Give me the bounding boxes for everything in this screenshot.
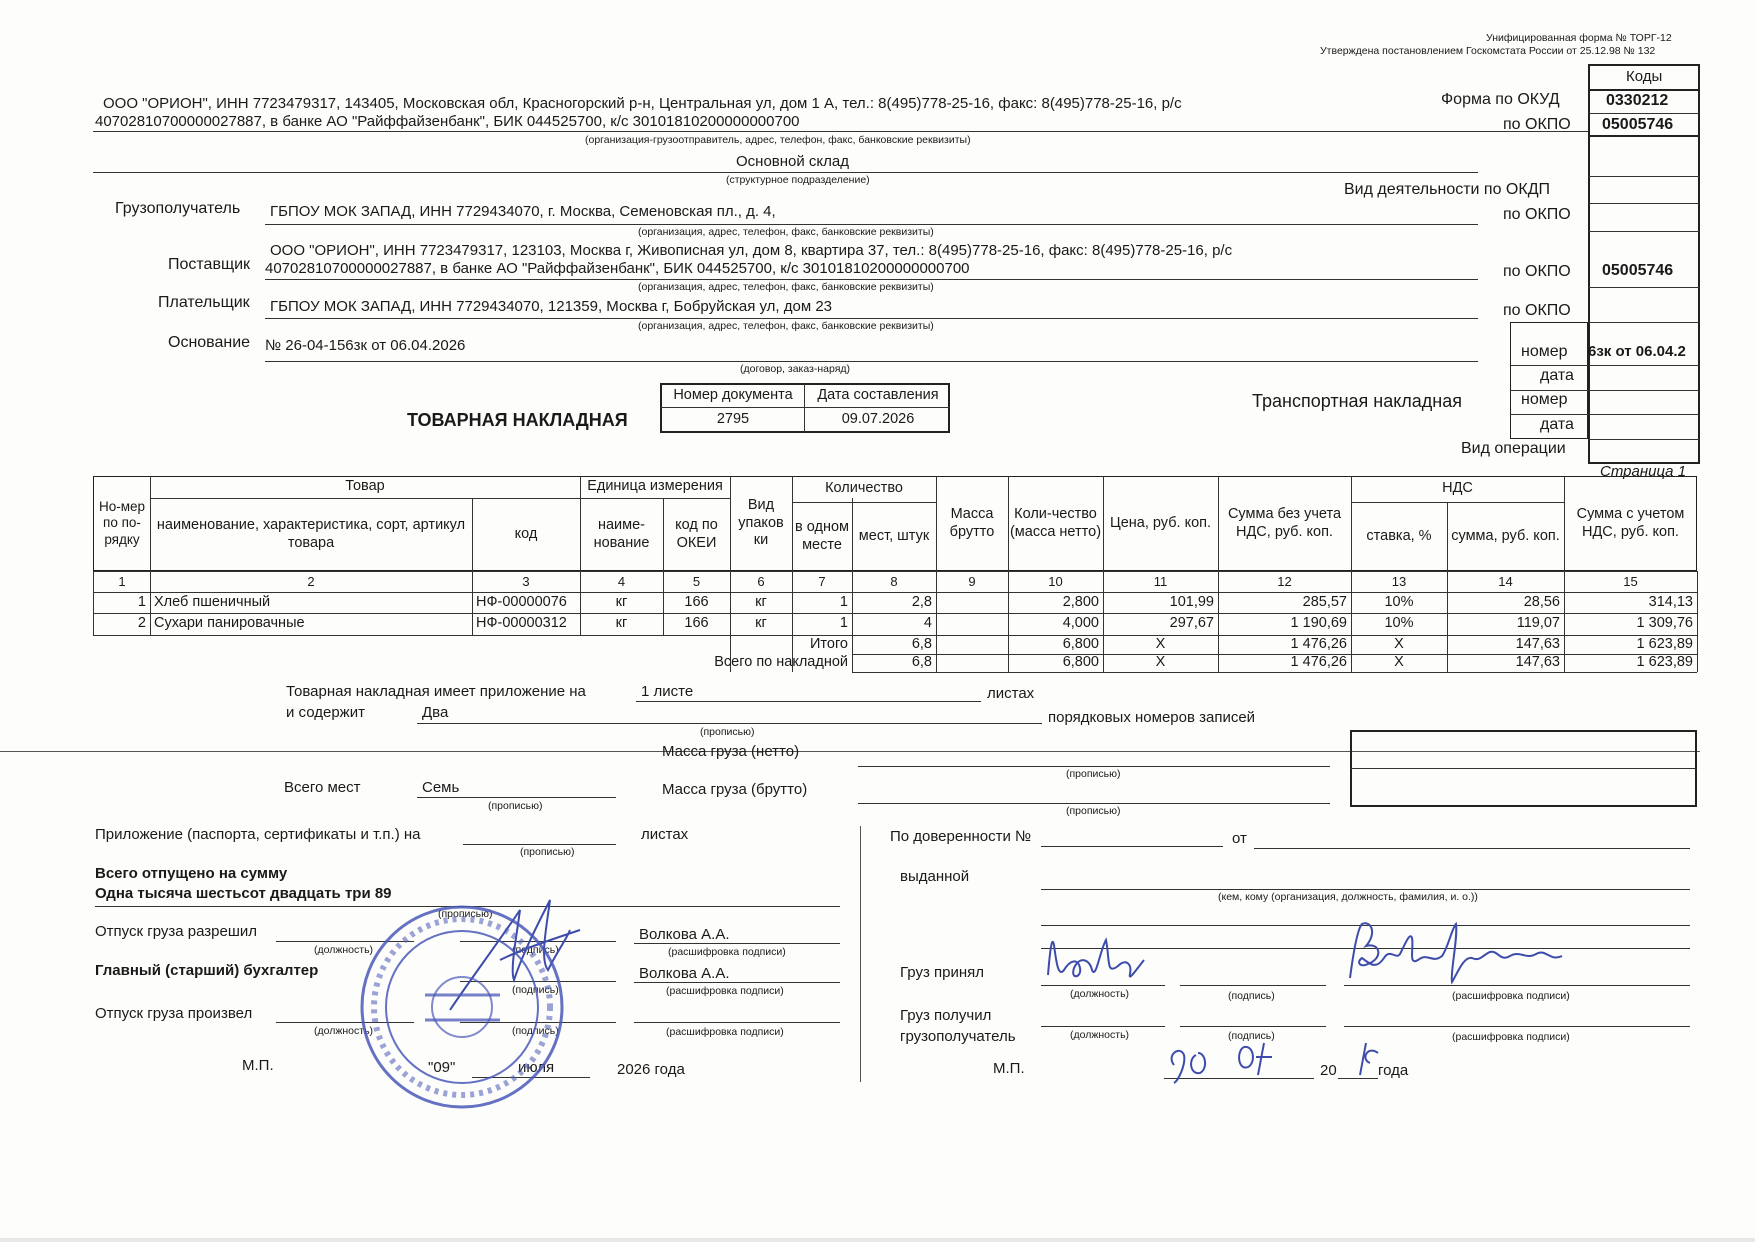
consignee-value: ГБПОУ МОК ЗАПАД, ИНН 7729434070, г. Москва, Семеновская пл., д. 4, [270,203,776,220]
column-number: 5 [692,573,701,589]
itogo-label: Итого [810,635,848,652]
net-mass-caption: (прописью) [1066,768,1121,780]
th-unit-name: наиме-нование [593,517,650,551]
cell-price: 101,99 [1169,593,1214,610]
vsego-label: Всего по накладной [714,654,848,671]
division-value: Основной склад [736,153,850,170]
column-number: 15 [1623,573,1638,589]
column-number: 8 [890,573,898,589]
column-number: 9 [968,573,976,589]
itogo-sum: 1 476,26 [1290,635,1347,652]
right-mp: М.П. [993,1060,1025,1077]
th-unit: Единица измерения [587,478,723,495]
cell-unit: кг [615,593,628,610]
okud-label: Форма по ОКУД [1441,91,1560,108]
transport-label: Транспортная накладная [1252,391,1463,411]
th-vat-rate: ставка, % [1366,527,1432,544]
okpo-value: 05005746 [1602,116,1674,133]
date-month: июля [518,1059,555,1076]
release-made-signature: (подпись) [512,1025,559,1037]
column-number: 7 [818,573,826,589]
places-value: Семь [422,779,460,796]
attach-value: 1 листе [641,683,694,700]
cell-gross [936,613,1008,634]
cell-rate: 10% [1384,614,1414,631]
shipper-line1: ООО "ОРИОН", ИНН 7723479317, 143405, Московская обл, Красногорский р-н, Центральная ул, дом 1 А, тел.: 8(495)778-25-16, факс: 8(495)778-25-16, р/с [103,95,1182,112]
consignee-caption: (организация, адрес, телефон, факс, банковские реквизиты) [638,226,934,238]
got-label-1: Груз получил [900,1007,992,1024]
form-name: Унифицированная форма № ТОРГ-12 [1486,32,1672,44]
cell-rate: 10% [1384,593,1414,610]
column-number: 6 [757,573,765,589]
itogo-places: 6,8 [911,635,932,652]
cell-pack: кг [755,593,767,610]
column-number: 4 [617,573,626,589]
division-caption: (структурное подразделение) [726,174,870,186]
supplier-okpo-value: 05005746 [1602,262,1674,279]
appendix-caption: (прописью) [520,846,575,858]
cell-unit: кг [615,614,628,631]
chief-accountant-name: Волкова А.А. [639,965,730,982]
release-made-position: (должность) [314,1025,374,1037]
supplier-caption: (организация, адрес, телефон, факс, банковские реквизиты) [638,281,934,293]
release-allowed-name: Волкова А.А. [639,926,730,943]
doc-date-header: Дата составления [817,386,939,403]
th-net: Коли-чество (масса нетто) [1009,506,1102,540]
cell-gross [936,592,1008,613]
attach-label: Товарная накладная имеет приложение на [286,683,586,700]
cell-net: 2,800 [1062,593,1099,610]
date-day: "09" [428,1059,456,1076]
handwritten-date [1160,1035,1390,1085]
cell-price: 297,67 [1169,614,1214,631]
doc-date-value: 09.07.2026 [841,411,915,428]
release-allowed-label: Отпуск груза разрешил [95,923,257,940]
gross-mass-caption: (прописью) [1066,805,1121,817]
okud-value: 0330212 [1606,92,1669,109]
date-year: 2026 года [617,1061,685,1078]
column-number: 11 [1153,573,1168,589]
issued-label: выданной [900,868,970,885]
itogo-net: 6,800 [1062,635,1099,652]
itogo-rate: X [1394,635,1404,652]
th-goods: Товар [345,478,385,495]
chief-signature: (подпись) [512,984,559,996]
vsego-net: 6,800 [1062,654,1099,671]
okdp-label: Вид деятельности по ОКДП [1344,181,1551,198]
got-decoding: (расшифровка подписи) [1452,1031,1570,1043]
column-number: 10 [1048,573,1063,589]
th-vat: НДС [1442,480,1473,497]
right-year-prefix: 20 [1320,1062,1337,1079]
itogo-price: X [1155,635,1166,652]
received-signature: (подпись) [1228,990,1275,1002]
net-mass-label: Масса груза (нетто) [662,743,800,760]
cell-sum: 1 190,69 [1290,614,1347,631]
column-number: 1 [118,573,126,589]
cell-net: 4,000 [1062,614,1099,631]
th-okei: код по ОКЕИ [675,517,718,551]
gross-mass-label: Масса груза (брутто) [662,781,808,798]
consignee-okpo-label: по ОКПО [1503,206,1571,223]
cell-code: НФ-00000312 [476,614,567,631]
vsego-places: 6,8 [911,654,932,671]
cell-vat: 28,56 [1523,593,1560,610]
basis-number-value: 6зк от 06.04.2 [1588,343,1686,360]
released-sum-value: Одна тысяча шестьсот двадцать три 89 [95,885,392,902]
th-qty: Количество [825,480,903,497]
th-price: Цена, руб. коп. [1109,514,1212,531]
chief-decoding: (расшифровка подписи) [666,985,784,997]
column-number: 12 [1277,573,1292,589]
vsego-sum: 1 476,26 [1290,654,1347,671]
form-approval: Утверждена постановлением Госкомстата России от 25.12.98 № 132 [1320,45,1656,57]
got-signature: (подпись) [1228,1030,1275,1042]
th-vat-sum: сумма, руб. коп. [1451,527,1560,544]
handwritten-signature [1340,918,1580,990]
released-sum-caption: (прописью) [438,908,493,920]
release-allowed-decoding: (расшифровка подписи) [668,946,786,958]
proxy-label: По доверенности № [890,828,1032,845]
supplier-line1: ООО "ОРИОН", ИНН 7723479317, 123103, Москва г, Живописная ул, дом 8, квартира 37, тел.: 8(495)778-25-16, факс: 8(495)778-25-16, р/с [270,242,1233,259]
cell-okei: 166 [684,614,709,631]
doc-title: ТОВАРНАЯ НАКЛАДНАЯ [407,410,628,430]
column-number: 3 [522,573,530,589]
operation-label: Вид операции [1461,440,1566,457]
contains-label: и содержит [286,704,365,721]
release-allowed-position: (должность) [314,944,374,956]
left-mp: М.П. [242,1057,274,1074]
cell-in_one: 1 [839,593,848,610]
th-sum-no-vat: Сумма без учета НДС, руб. коп. [1227,506,1342,540]
basis-label: Основание [168,334,251,351]
vsego-vat: 147,63 [1515,654,1560,671]
places-caption: (прописью) [488,800,543,812]
basis-number-label: номер [1521,343,1568,360]
doc-number-value: 2795 [716,411,750,428]
vsego-price: X [1155,654,1166,671]
th-total: Сумма с учетом НДС, руб. коп. [1576,506,1685,540]
chief-accountant-label: Главный (старший) бухгалтер [95,962,319,979]
received-position: (должность) [1070,988,1130,1000]
contains-caption: (прописью) [700,726,755,738]
column-number: 2 [307,573,315,589]
column-number: 13 [1391,573,1407,589]
codes-title: Коды [1626,68,1663,85]
got-position: (должность) [1070,1029,1130,1041]
vsego-rate: X [1394,654,1404,671]
th-gross: Масса брутто [949,506,995,540]
got-label-2: грузополучатель [900,1028,1016,1045]
cell-total: 314,13 [1648,593,1693,610]
release-allowed-signature: (подпись) [512,944,559,956]
basis-caption: (договор, заказ-наряд) [740,363,851,375]
consignee-label: Грузополучатель [115,200,241,217]
supplier-line2: 40702810700000027887, в банке АО "Райффайзенбанк", БИК 044525700, к/с 30101810200000000700 [265,260,970,277]
cell-sum: 285,57 [1302,593,1347,610]
contains-value: Два [422,704,449,721]
th-goods-name: наименование, характеристика, сорт, артикул товара [156,517,466,551]
company-stamp-icon [355,900,570,1115]
right-year-suffix: года [1378,1062,1409,1079]
issued-caption: (кем, кому (организация, должность, фамилия, и. о.)) [1218,891,1478,903]
vsego-total: 1 623,89 [1636,654,1693,671]
payer-value: ГБПОУ МОК ЗАПАД, ИНН 7729434070, 121359, Москва г, Бобруйская ул, дом 23 [270,298,833,315]
cell-vat: 119,07 [1516,614,1560,631]
release-made-decoding: (расшифровка подписи) [666,1026,784,1038]
cell-name: Хлеб пшеничный [154,593,271,610]
okpo-label: по ОКПО [1503,116,1571,133]
column-number: 14 [1498,573,1513,589]
basis-date-label: дата [1540,367,1574,384]
payer-caption: (организация, адрес, телефон, факс, банковские реквизиты) [638,320,934,332]
appendix-label: Приложение (паспорта, сертификаты и т.п.) на [95,826,421,843]
th-number: Но-мер по по-рядку [98,499,146,547]
received-label: Груз принял [900,964,985,981]
th-pack: Вид упаков ки [738,497,784,549]
proxy-from-label: от [1232,830,1247,847]
cell-okei: 166 [684,593,709,610]
cell-places: 4 [923,614,932,631]
transport-date-label: дата [1540,416,1574,433]
page-number: Страница 1 [1600,463,1687,480]
th-in-one: в одном месте [795,519,849,553]
cell-code: НФ-00000076 [476,593,567,610]
places-label: Всего мест [284,779,361,796]
cell-pack: кг [755,614,767,631]
th-code: код [514,525,538,542]
cell-name: Сухари панировачные [154,614,305,631]
appendix-sheets: листах [641,826,689,843]
handwritten-position [1040,930,1170,990]
supplier-label: Поставщик [168,256,251,273]
shipper-caption: (организация-грузоотправитель, адрес, телефон, факс, банковские реквизиты) [585,134,971,146]
shipper-line2: 40702810700000027887, в банке АО "Райффайзенбанк", БИК 044525700, к/с 30101810200000000700 [95,113,800,130]
cell-in_one: 1 [839,614,848,631]
transport-number-label: номер [1521,391,1568,408]
cell-n: 2 [137,614,146,631]
released-sum-label: Всего отпущено на сумму [95,865,288,882]
release-made-label: Отпуск груза произвел [95,1005,253,1022]
payer-label: Плательщик [158,294,250,311]
th-places: мест, штук [858,527,930,544]
received-decoding: (расшифровка подписи) [1452,990,1570,1002]
supplier-okpo-label: по ОКПО [1503,263,1571,280]
itogo-total: 1 623,89 [1636,635,1693,652]
doc-number-header: Номер документа [673,386,793,403]
cell-places: 2,8 [911,593,932,610]
payer-okpo-label: по ОКПО [1503,302,1571,319]
basis-value: № 26-04-156зк от 06.04.2026 [265,337,466,354]
itogo-vat: 147,63 [1515,635,1560,652]
cell-n: 1 [137,593,146,610]
attach-sheets: листах [987,685,1035,702]
cell-total: 1 309,76 [1636,614,1693,631]
records-label: порядковых номеров записей [1048,709,1256,726]
